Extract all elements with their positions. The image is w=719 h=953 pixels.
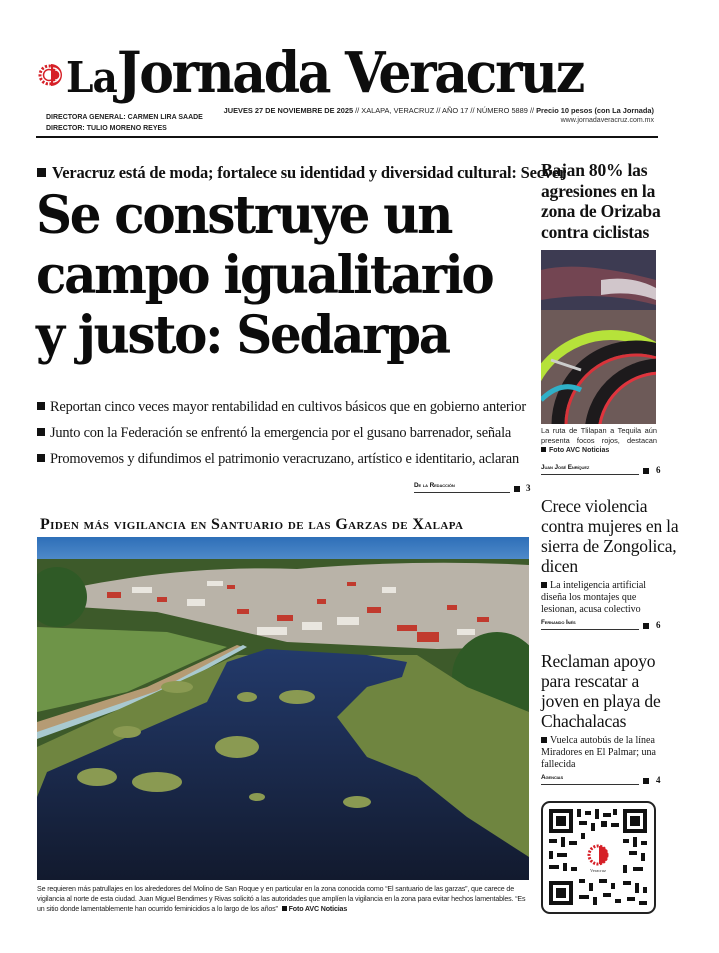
lead-kicker[interactable]: Veracruz está de moda; fortalece su identidad y diversidad cultural: Secver [37, 163, 566, 183]
square-bullet-icon [37, 402, 45, 410]
photo-caption: Se requieren más patrullajes en los alrededores del Molino de San Roque y en particular en la zona conocida como “El santuario de las garzas”, que carece de vigilancia al norte de esta ciudad. Juan Miguel Bendimes y Rivas solicitó a las autoridades que amplíen la vigilancia en la zona para evitar hechos lamentables. “Es un sitio donde lamentablemente han ocurrido feminicidios a lo largo de los años” Foto AVC Noticias [37, 885, 526, 913]
sidebar-headline-ciclistas[interactable]: Bajan 80% las agresiones en la zona de Orizaba contra ciclistas [541, 160, 661, 242]
dateline [224, 106, 654, 126]
staff-director-general: DIRECTORA GENERAL: CARMEN LIRA SAADE [46, 114, 203, 121]
lead-subheads [37, 394, 537, 472]
page-reference[interactable]: 6 [656, 620, 661, 630]
issue-price: Precio 10 pesos (con La Jornada) [536, 106, 654, 115]
masthead-divider [36, 136, 658, 138]
qr-code-icon [543, 803, 653, 911]
sidebar-byline-chachalacas [541, 774, 661, 788]
page-reference[interactable]: 6 [656, 465, 661, 475]
square-bullet-icon [541, 447, 546, 452]
qr-code[interactable] [541, 801, 656, 914]
byline-rule [414, 492, 510, 493]
byline-author: Agencias [541, 774, 564, 781]
staff-director: DIRECTOR: TULIO MORENO REYES [46, 125, 167, 132]
byline-rule [541, 784, 639, 785]
sidebar-headline-zongolica[interactable]: Crece violencia contra mujeres en la sierra de Zongolica, dicen [541, 496, 679, 576]
masthead [36, 38, 658, 138]
square-bullet-icon [37, 454, 45, 462]
square-bullet-icon [37, 168, 46, 177]
square-bullet-icon [541, 737, 547, 743]
sun-logo-icon [36, 60, 66, 90]
sidebar-sub-chachalacas: Vuelca autobús de la línea Miradores en El Palmar; una fallecida [541, 735, 656, 770]
page-reference[interactable]: 3 [526, 483, 531, 493]
lead-subhead: Junto con la Federación se enfrentó la emergencia por el gusano barrenador, señala [37, 420, 537, 446]
staff-credits [46, 112, 203, 134]
byline-author: Juan José Enríquez [541, 464, 590, 471]
photo-caption-bicycles: La ruta de Tlilapan a Tequila aún presenta focos rojos, destacan Foto AVC Noticias [541, 426, 657, 454]
photo-credit: Foto AVC Noticias [288, 905, 348, 913]
lead-byline [414, 482, 534, 496]
square-bullet-icon [282, 906, 287, 911]
website-link[interactable]: www.jornadaveracruz.com.mx [560, 117, 654, 124]
square-bullet-icon [643, 468, 649, 474]
sidebar-headline-chachalacas[interactable]: Reclaman apoyo para rescatar a joven en playa de Chachalacas [541, 651, 661, 731]
square-bullet-icon [643, 778, 649, 784]
byline-author: De la Redacción [414, 482, 455, 489]
lead-subhead: Promovemos y difundimos el patrimonio veracruzano, artístico e identitario, aclaran [37, 446, 537, 472]
square-bullet-icon [514, 486, 520, 492]
lead-headline[interactable]: Se construye un campo igualitario y justo: Sedarpa [36, 185, 493, 366]
photo-santuario-garzas [37, 537, 529, 880]
square-bullet-icon [37, 428, 45, 436]
sidebar-byline-zongolica [541, 619, 661, 633]
byline-author: Fernando Inés [541, 619, 576, 626]
newspaper-title[interactable]: LaJornada Veracruz [66, 40, 583, 106]
byline-rule [541, 474, 639, 475]
photo-feature-title[interactable]: Piden más vigilancia en Santuario de las Garzas de Xalapa [40, 516, 464, 533]
svg-text:Veracruz: Veracruz [590, 868, 606, 873]
issue-info: // XALAPA, VERACRUZ // AÑO 17 // NÚMERO 5889 // [353, 106, 537, 115]
square-bullet-icon [643, 623, 649, 629]
sidebar-sub-zongolica: La inteligencia artificial diseña los montajes que lesionan, acusa colectivo [541, 580, 647, 615]
photo-bicycles [541, 250, 656, 424]
photo-credit: Foto AVC Noticias [549, 447, 610, 454]
lead-subhead: Reportan cinco veces mayor rentabilidad en cultivos básicos que en gobierno anterior [37, 394, 537, 420]
square-bullet-icon [541, 582, 547, 588]
issue-date: JUEVES 27 DE NOVIEMBRE DE 2025 [223, 106, 354, 115]
page-reference[interactable]: 4 [656, 775, 661, 785]
byline-rule [541, 629, 639, 630]
sidebar-byline-ciclistas [541, 464, 661, 478]
